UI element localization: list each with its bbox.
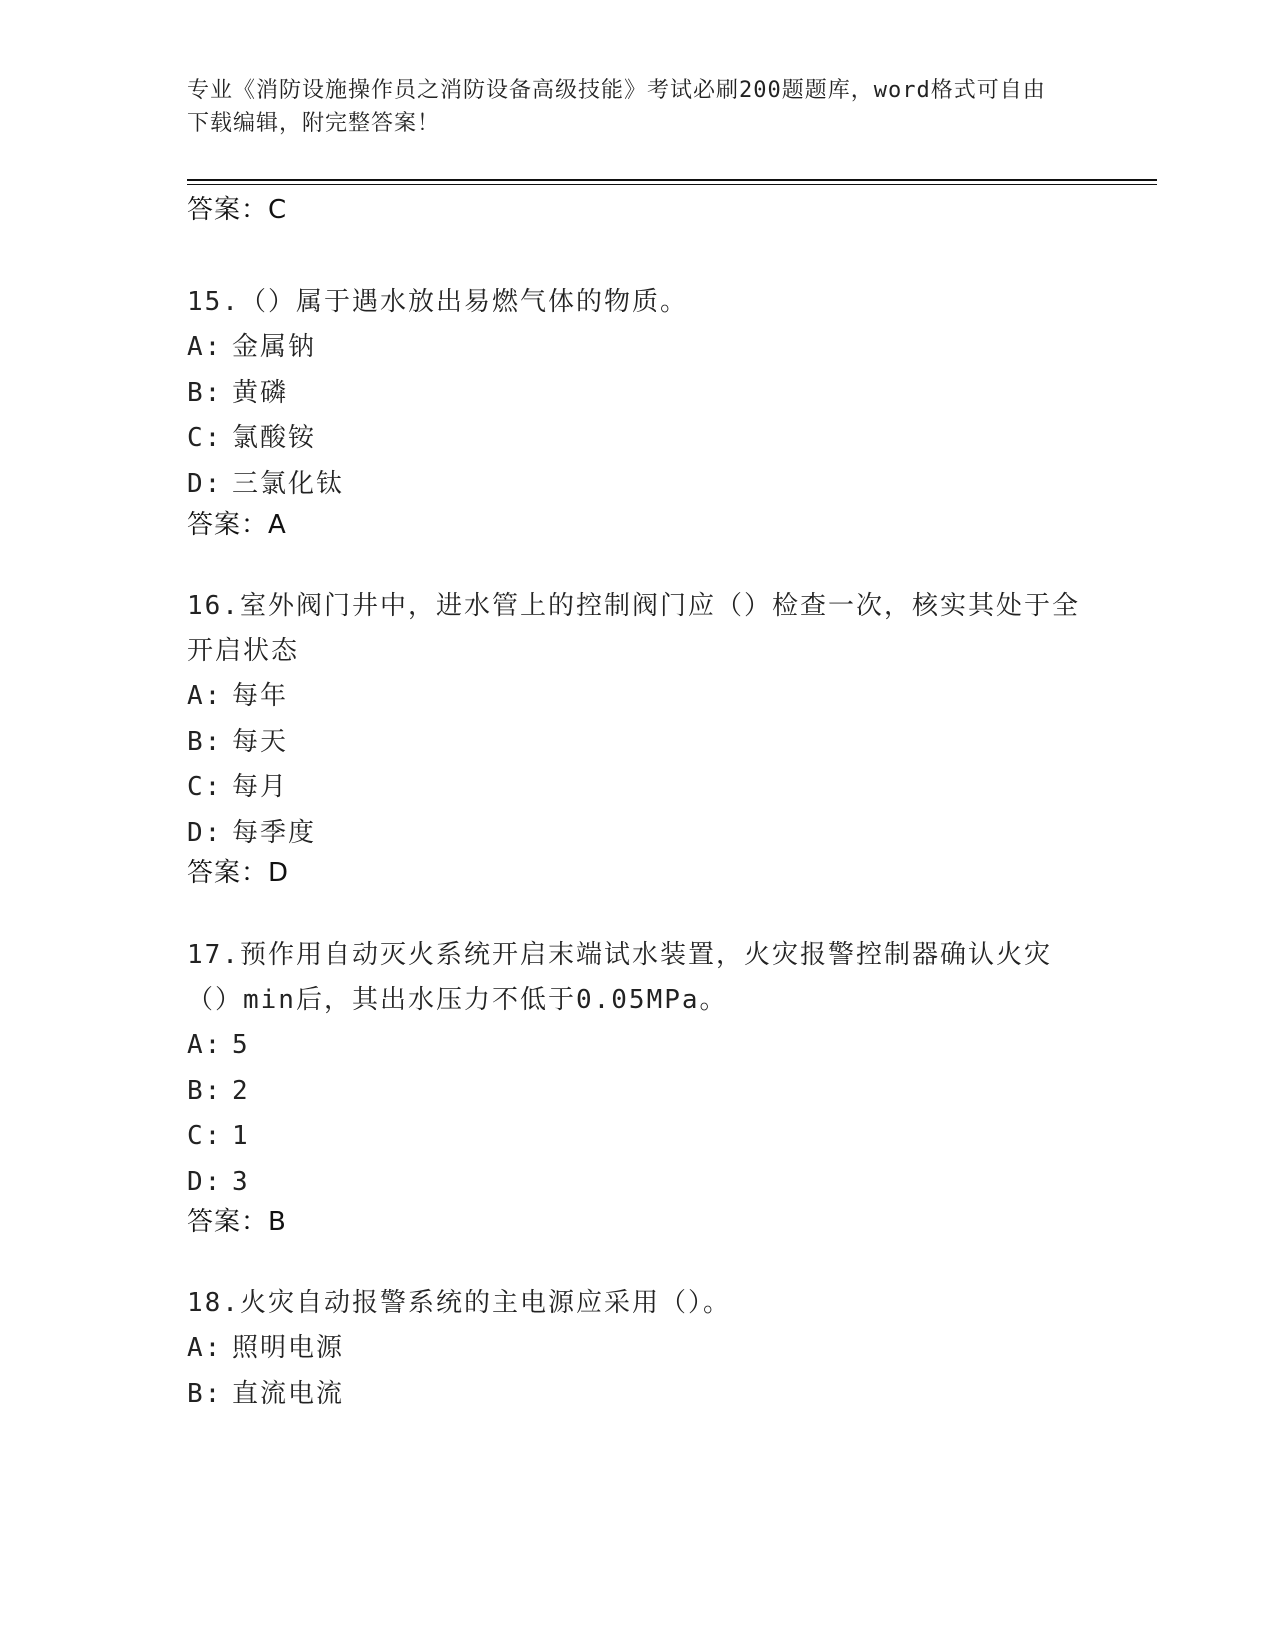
option-text: 3 [232, 1166, 250, 1197]
option-letter: A: [187, 681, 223, 711]
option-letter: B: [187, 1378, 223, 1409]
question-15 [187, 280, 1087, 507]
option-b [187, 1372, 1087, 1418]
option-text: 5 [232, 1030, 250, 1060]
option-text: 金属钠 [232, 332, 317, 362]
option-b [187, 1069, 1087, 1115]
option-text: 1 [232, 1121, 250, 1151]
previous-answer: 答案：C [187, 195, 288, 225]
option-a [187, 1023, 1087, 1069]
option-letter: B: [187, 377, 223, 408]
option-d [187, 462, 1087, 508]
answer-16: 答案：D [187, 858, 290, 888]
option-b [187, 371, 1087, 417]
option-letter: D: [187, 1166, 223, 1197]
question-18 [187, 1281, 1087, 1417]
option-letter: A: [187, 332, 223, 362]
option-c [187, 1114, 1087, 1160]
option-b [187, 720, 1087, 766]
option-text: 黄磷 [232, 377, 289, 408]
option-c [187, 416, 1087, 462]
question-stem: 18.火灾自动报警系统的主电源应采用（）。 [187, 1288, 731, 1318]
option-letter: A: [187, 1333, 223, 1363]
option-text: 氯酸铵 [232, 423, 317, 453]
option-letter: C: [187, 1121, 223, 1151]
option-a [187, 674, 1087, 720]
answer-15: 答案：A [187, 510, 287, 540]
option-text: 2 [232, 1075, 250, 1106]
option-text: 三氯化钛 [232, 468, 345, 499]
question-stem: 15.（）属于遇水放出易燃气体的物质。 [187, 287, 688, 317]
document-header: 专业《消防设施操作员之消防设备高级技能》考试必刷200题题库，word格式可自由下载编辑，附完整答案！ [187, 78, 1046, 136]
option-text: 每季度 [232, 817, 317, 848]
document-page [187, 0, 1157, 1650]
option-letter: C: [187, 423, 223, 453]
option-text: 直流电流 [232, 1378, 345, 1409]
option-a [187, 1326, 1087, 1372]
answer-17: 答案：B [187, 1207, 287, 1237]
option-letter: B: [187, 1075, 223, 1106]
option-text: 照明电源 [232, 1333, 345, 1363]
question-stem: 16.室外阀门井中，进水管上的控制阀门应（）检查一次，核实其处于全开启状态 [187, 591, 1080, 666]
option-text: 每年 [232, 681, 289, 711]
option-a [187, 325, 1087, 371]
option-letter: C: [187, 772, 223, 802]
option-c [187, 765, 1087, 811]
option-letter: A: [187, 1030, 223, 1060]
question-17 [187, 933, 1087, 1205]
header-divider-thin [187, 184, 1157, 185]
option-text: 每月 [232, 772, 289, 802]
option-letter: D: [187, 817, 223, 848]
header-divider [187, 179, 1157, 181]
option-letter: B: [187, 726, 223, 757]
question-16 [187, 584, 1087, 856]
option-d [187, 1160, 1087, 1206]
option-text: 每天 [232, 726, 289, 757]
question-stem: 17.预作用自动灭火系统开启末端试水装置，火灾报警控制器确认火灾（）min后，其出水压力不低于0.05MPa。 [187, 940, 1052, 1015]
option-letter: D: [187, 468, 223, 499]
option-d [187, 811, 1087, 857]
